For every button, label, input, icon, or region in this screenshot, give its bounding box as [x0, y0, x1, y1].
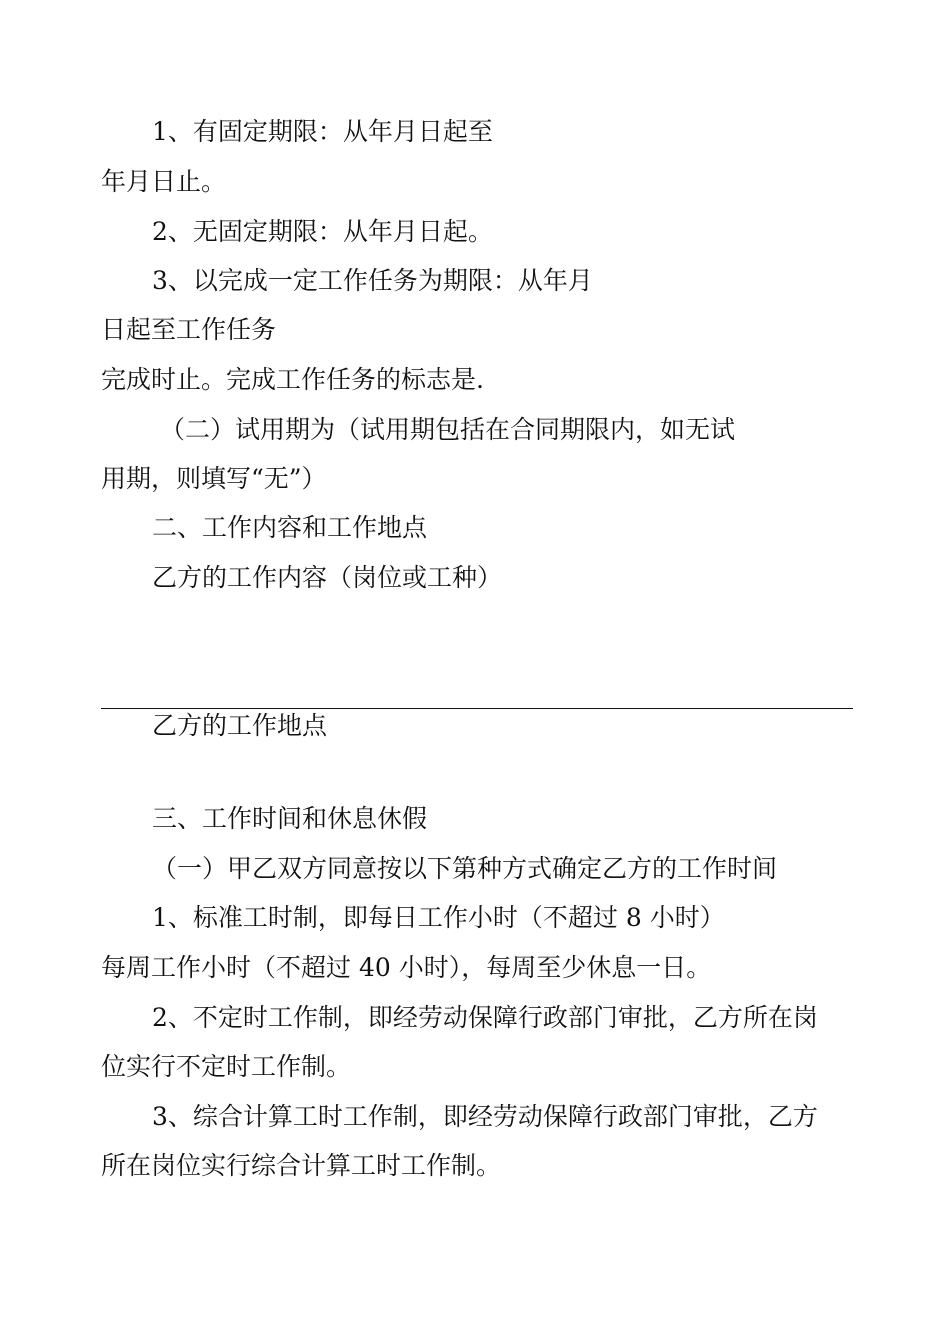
probation-line2: 用期，则填写“无”）: [101, 464, 327, 493]
term-task-line3: 完成时止。完成工作任务的标志是.: [101, 365, 484, 394]
work-hours-clause: （一）甲乙双方同意按以下第种方式确定乙方的工作时间: [152, 854, 778, 883]
flexible-hours-line2: 位实行不定时工作制。: [101, 1052, 352, 1081]
standard-hours-line2: 每周工作小时（不超过 40 小时），每周至少休息一日。: [101, 953, 712, 982]
term-task-line1: 3、以完成一定工作任务为期限：从年月: [152, 266, 593, 295]
standard-hours-line1: 1、标准工时制，即每日工作小时（不超过 8 小时）: [152, 903, 725, 932]
term-fixed-line2: 年月日止。: [101, 167, 227, 196]
flexible-hours-line1: 2、不定时工作制，即经劳动保障行政部门审批，乙方所在岗: [152, 1003, 818, 1032]
probation-line1: （二）试用期为（试用期包括在合同期限内，如无试: [160, 415, 736, 444]
term-indefinite: 2、无固定期限：从年月日起。: [152, 217, 493, 246]
term-fixed-line1: 1、有固定期限：从年月日起至: [152, 117, 493, 146]
section-heading-work-content: 二、工作内容和工作地点: [152, 513, 428, 542]
term-task-line2: 日起至工作任务: [101, 315, 277, 344]
comprehensive-hours-line2: 所在岗位实行综合计算工时工作制。: [101, 1151, 502, 1180]
work-content-label: 乙方的工作内容（岗位或工种）: [152, 563, 503, 592]
section-heading-work-hours: 三、工作时间和休息休假: [152, 804, 428, 833]
work-location-label: 乙方的工作地点: [152, 711, 328, 740]
comprehensive-hours-line1: 3、综合计算工时工作制，即经劳动保障行政部门审批，乙方: [152, 1102, 818, 1131]
